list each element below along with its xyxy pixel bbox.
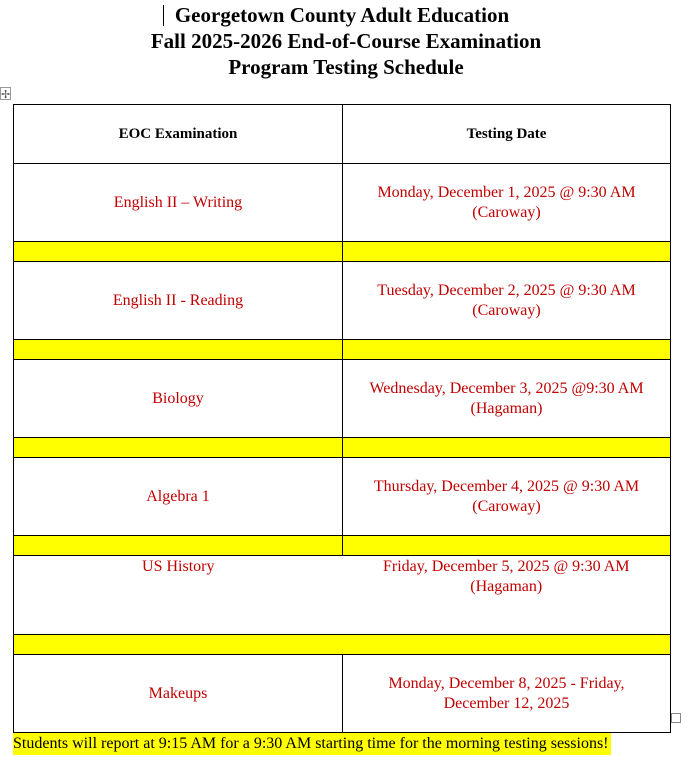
exam-cell: US History: [14, 556, 343, 635]
exam-cell: English II – Writing: [14, 164, 343, 242]
proctor-text: (Caroway): [472, 203, 541, 221]
header-date: Testing Date: [343, 105, 671, 164]
table-row: [14, 164, 671, 242]
resize-icon[interactable]: [671, 713, 681, 723]
table-row: [14, 655, 671, 733]
proctor-text: (Hagaman): [470, 578, 543, 595]
proctor-text: (Caroway): [472, 301, 541, 319]
date-text: Monday, December 8, 2025 - Friday,: [388, 674, 625, 692]
date-cell: [343, 655, 671, 733]
highlight-spacer-row: [14, 438, 671, 458]
date-cell: [343, 262, 671, 340]
date-cell: [343, 556, 671, 635]
highlight-spacer-row: [14, 242, 671, 262]
exam-cell: Makeups: [14, 655, 343, 733]
date-text: Tuesday, December 2, 2025 @ 9:30 AM: [377, 281, 636, 299]
title-line-3: Program Testing Schedule: [228, 55, 464, 79]
text-cursor: [163, 5, 164, 26]
footer-note: Students will report at 9:15 AM for a 9:30 AM starting time for the morning testing sessions!: [13, 733, 611, 755]
header-exam: EOC Examination: [14, 105, 343, 164]
exam-cell: English II - Reading: [14, 262, 343, 340]
date-text: Friday, December 5, 2025 @ 9:30 AM: [382, 558, 630, 575]
highlight-spacer-row: [14, 340, 671, 360]
date-text: Monday, December 1, 2025 @ 9:30 AM: [377, 183, 636, 201]
highlight-spacer-row: [14, 536, 671, 556]
proctor-text: December 12, 2025: [443, 694, 570, 712]
table-header-row: [14, 105, 671, 164]
move-icon[interactable]: ✢: [1, 88, 11, 101]
exam-cell: Algebra 1: [14, 458, 343, 536]
proctor-text: (Caroway): [472, 497, 541, 515]
date-cell: [343, 164, 671, 242]
table-row: [14, 556, 671, 635]
proctor-text: (Hagaman): [470, 399, 543, 417]
date-text: Wednesday, December 3, 2025 @9:30 AM: [369, 379, 644, 397]
exam-cell: Biology: [14, 360, 343, 438]
title-line-1: Georgetown County Adult Education: [174, 3, 510, 27]
date-text: Thursday, December 4, 2025 @ 9:30 AM: [373, 477, 640, 495]
table-row: [14, 360, 671, 438]
table-row: [14, 262, 671, 340]
table-row: [14, 458, 671, 536]
date-cell: [343, 360, 671, 438]
date-cell: [343, 458, 671, 536]
title-line-2: Fall 2025-2026 End-of-Course Examination: [150, 29, 542, 53]
schedule-table: [13, 104, 671, 733]
highlight-spacer-row: [14, 635, 671, 655]
